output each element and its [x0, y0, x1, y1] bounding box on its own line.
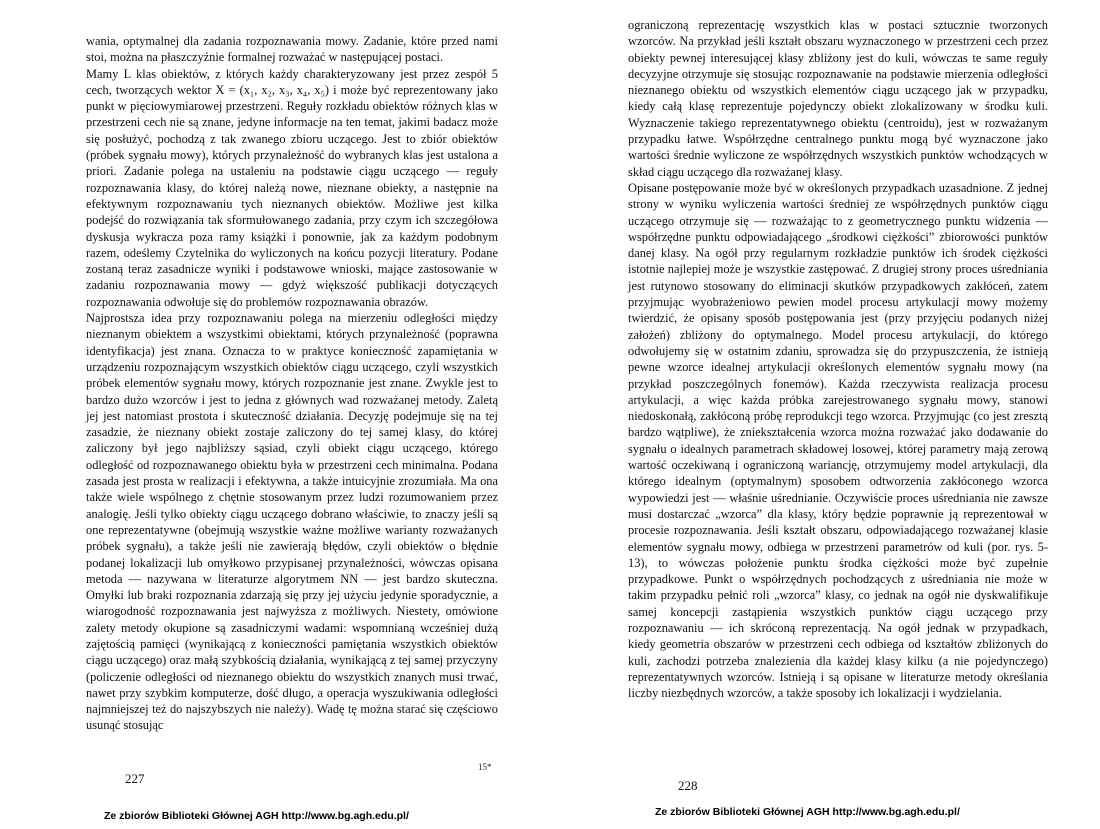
right-paragraph: ograniczoną reprezentację wszystkich klas w postaci sztucznie tworzonych wzorców. Na przykład jeśli kształt obszaru wyznaczonego w przestrzeni cech przez obiekty pewnej interesującej klasy zbliżony jest do kuli, wówczas te same reguły decyzyjne otrzymuje się stosując rozpoznawanie na podstawie mierzenia odległości nieznanego obiektu od wszystkich elementów ciągu uczącego jak w przypadku, kiedy całą klasę reprezentuje pojedynczy obiekt zlokalizowany w środku kuli. Wyznaczenie takiego reprezentatywnego obiektu (centroidu), jest w rozważanym przypadku łatwe. Współrzędne centralnego punktu mogą być wyznaczone jako wartości średnie wyliczone ze współrzędnych wszystkich punktów wchodzących w skład ciągu uczącego dla rozważanej klasy.: [628, 18, 1048, 179]
right-page-body: [628, 17, 1048, 701]
left-footer-source: Ze zbiorów Biblioteki Głównej AGH http://www.bg.agh.edu.pl/: [104, 810, 409, 822]
left-page-number: 227: [125, 771, 145, 786]
left-paragraph: Najprostsza idea przy rozpoznawaniu polega na mierzeniu odległości między nieznanym obiektem a wszystkimi obiektami, których przynależność (poprawna identyfikacja) jest znana. Oznacza to w praktyce konieczność zapamiętania w urządzeniu rozpoznającym wszystkich obiektów ciągu uczącego, czyli wszystkich próbek elementów sygnału mowy, których rozpoznanie jest znane. Zwykle jest to bardzo dużo wzorców i jest to jedna z głównych wad rozważanej metody. Zaletą jej jest natomiast prostota i skuteczność działania. Decyzję podejmuje się na tej zasadzie, że nieznany obiekt zostaje zaliczony do tej samej klasy, do której zaliczony był jego najbliższy sąsiad, czyli obiekt ciągu uczącego, którego odległość od rozpoznawanego obiektu była w przestrzeni cech minimalna. Podana zasada jest prosta w realizacji i efektywna, a także intuicyjnie zrozumiała. Ma ona także wiele wspólnego z chętnie stosowanym przez ludzi rozumowaniem przez analogię. Jeśli tylko obiekty ciągu uczącego dobrano właściwie, to znaczy jeśli są one reprezentatywne (obejmują wszystkie ważne możliwe warianty rozważanych próbek sygnału), a także jeśli nie zawierają błędów, czyli obiektów o błędnie podanej lokalizacji lub omyłkowo przypisanej przynależności, wówczas opisana metoda — nazywana w literaturze algorytmem NN — jest bardzo skuteczna. Omyłki lub braki rozpoznania zdarzają się przy jej użyciu jedynie sporadycznie, a wiarogodność rozpoznawania jest najwyższa z możliwych. Niestety, omówione zalety metody okupione są zasadniczymi wadami: wspomnianą wcześniej dużą zajętością pamięci (wynikającą z konieczności pamiętania wszystkich obiektów ciągu uczącego) oraz małą szybkością działania, wynikającą z tej samej przyczyny (policzenie odległości od nieznanego obiektu do wszystkich znanych musi trwać, nawet przy szybkim komputerze, dość długo, a operacja wyszukiwania odległości najmniejszej też do najszybszych nie należy). Wadę tę można starać się częściowo usunąć stosując: [86, 311, 498, 733]
right-paragraph: Opisane postępowanie może być w określonych przypadkach uzasadnione. Z jednej strony w wyniku wyliczenia wartości średniej ze współrzędnych punktów ciągu uczącego otrzymuje się — rozważając to z geometrycznego punktu widzenia — współrzędne punktu odpowiadającego „środkowi ciężkości” zbiorowości punktów danej klasy. Na ogół przy regularnym rozkładzie punktów ich środek ciężkości istotnie najlepiej może je wszystkie zastępować. Z drugiej strony proces uśredniania jest rutynowo stosowany do eliminacji skutków przypadkowych zakłóceń, zatem przyjmując wyobrażeniowo pewien model procesu artykulacji mowy możemy twierdzić, że opisany sposób postępowania jest (przy przyjęciu podanych niżej założeń) zbliżony do optymalnego. Model procesu artykulacji, do którego odwołujemy się w ostatnim zdaniu, sprowadza się do przypuszczenia, że istnieją pewne wzorce idealnej artykulacji określonych elementów sygnału mowy (na przykład poszczególnych fonemów). Każda rzeczywista realizacja procesu artykulacji, a więc każda próbka zarejestrowanego sygnału mowy, stanowi niedoskonałą, zakłóconą próbę reprodukcji tego wzorca. Przyjmując (co jest zresztą bardzo wątpliwe), że zniekształcenia wzorca można rozważać jako dodawanie do sygnału o idealnych parametrach składowej losowej, której parametry mają zerową wartość oczekiwaną i ograniczoną wariancję, otrzymujemy model artykulacji, dla którego idealnym (optymalnym) sposobem odtworzenia zakłóconego wzorca wypowiedzi jest — właśnie uśrednianie. Oczywiście proces uśredniania nie zawsze musi dostarczać „wzorca” dla klasy, który będzie poprawnie ją reprezentował w procesie rozpoznawania. Jeśli kształt obszaru, odpowiadającego rozważanej klasie elementów sygnału mowy, odbiega w przestrzeni parametrów od kuli (por. rys. 5-13), to wówczas położenie punktu środka ciężkości może być zupełnie przypadkowe. Punkt o współrzędnych pochodzących z uśredniania nie może w takim przypadku pełnić roli „wzorca” klasy, co jednak na ogół nie dyskwalifikuje samej koncepcji zastąpienia wszystkich punktów ciągu uczącego przy rozpoznawaniu — ich skróconą reprezentacją. Na ogół jednak w przypadkach, kiedy geometria obszarów w przestrzeni cech odbiega od kształtów zbliżonych do kuli, zachodzi potrzeba znalezienia dla każdej klasy kilku (a nie pojedynczego) reprezentatywnych wzorców. Istnieją i są opisane w literaturze metody określania liczby niezbędnych wzorców, a także sposoby ich lokalizacji i wydzielania.: [628, 180, 1048, 701]
right-page: [550, 0, 1100, 829]
left-paragraph: wania, optymalnej dla zadania rozpoznawania mowy. Zadanie, które przed nami stoi, można na płaszczyźnie formalnej rozważać w następującej postaci.: [86, 34, 498, 65]
left-page-body: [86, 33, 498, 734]
signature-mark: 15*: [478, 762, 492, 772]
right-page-number: 228: [678, 778, 698, 793]
left-paragraph: Mamy L klas obiektów, z których każdy charakteryzowany jest przez zespół 5 cech, tworzących wektor X = (x₁, x₂, x₃, x₄, x₅) i może być reprezentowany jako punkt w pięciowymiarowej przestrzeni. Reguły rozkładu obiektów różnych klas w przestrzeni cech nie są znane, jedyne informacje na ten temat, jakimi badacz może się posłużyć, pochodzą z tak zwanego zbioru uczącego. Jest to zbiór obiektów (próbek sygnału mowy), których przynależność do wybranych klas jest ustalona a priori. Zadanie polega na ustaleniu na podstawie ciągu uczącego — reguły rozpoznawania klasy, do której należą nowe, nieznane obiekty, a następnie na efektywnym rozpoznawaniu tych nieznanych obiektów. Możliwe jest kilka podejść do rozwiązania tak sformułowanego zadania, przy czym ich szczegółowa dyskusja wykracza poza ramy książki i ponownie, jak za każdym podobnym razem, odeślemy Czytelnika do wyliczonych na końcu pozycji literatury. Podane zostaną teraz zasadnicze wyniki i podstawowe wnioski, mające zastosowanie w zadaniu rozpoznawania mowy — gdyż większość publikacji dotyczących rozpoznawania odwołuje się do problemów rozpoznawania obrazów.: [86, 66, 498, 309]
right-footer-source: Ze zbiorów Biblioteki Głównej AGH http://www.bg.agh.edu.pl/: [655, 806, 960, 818]
